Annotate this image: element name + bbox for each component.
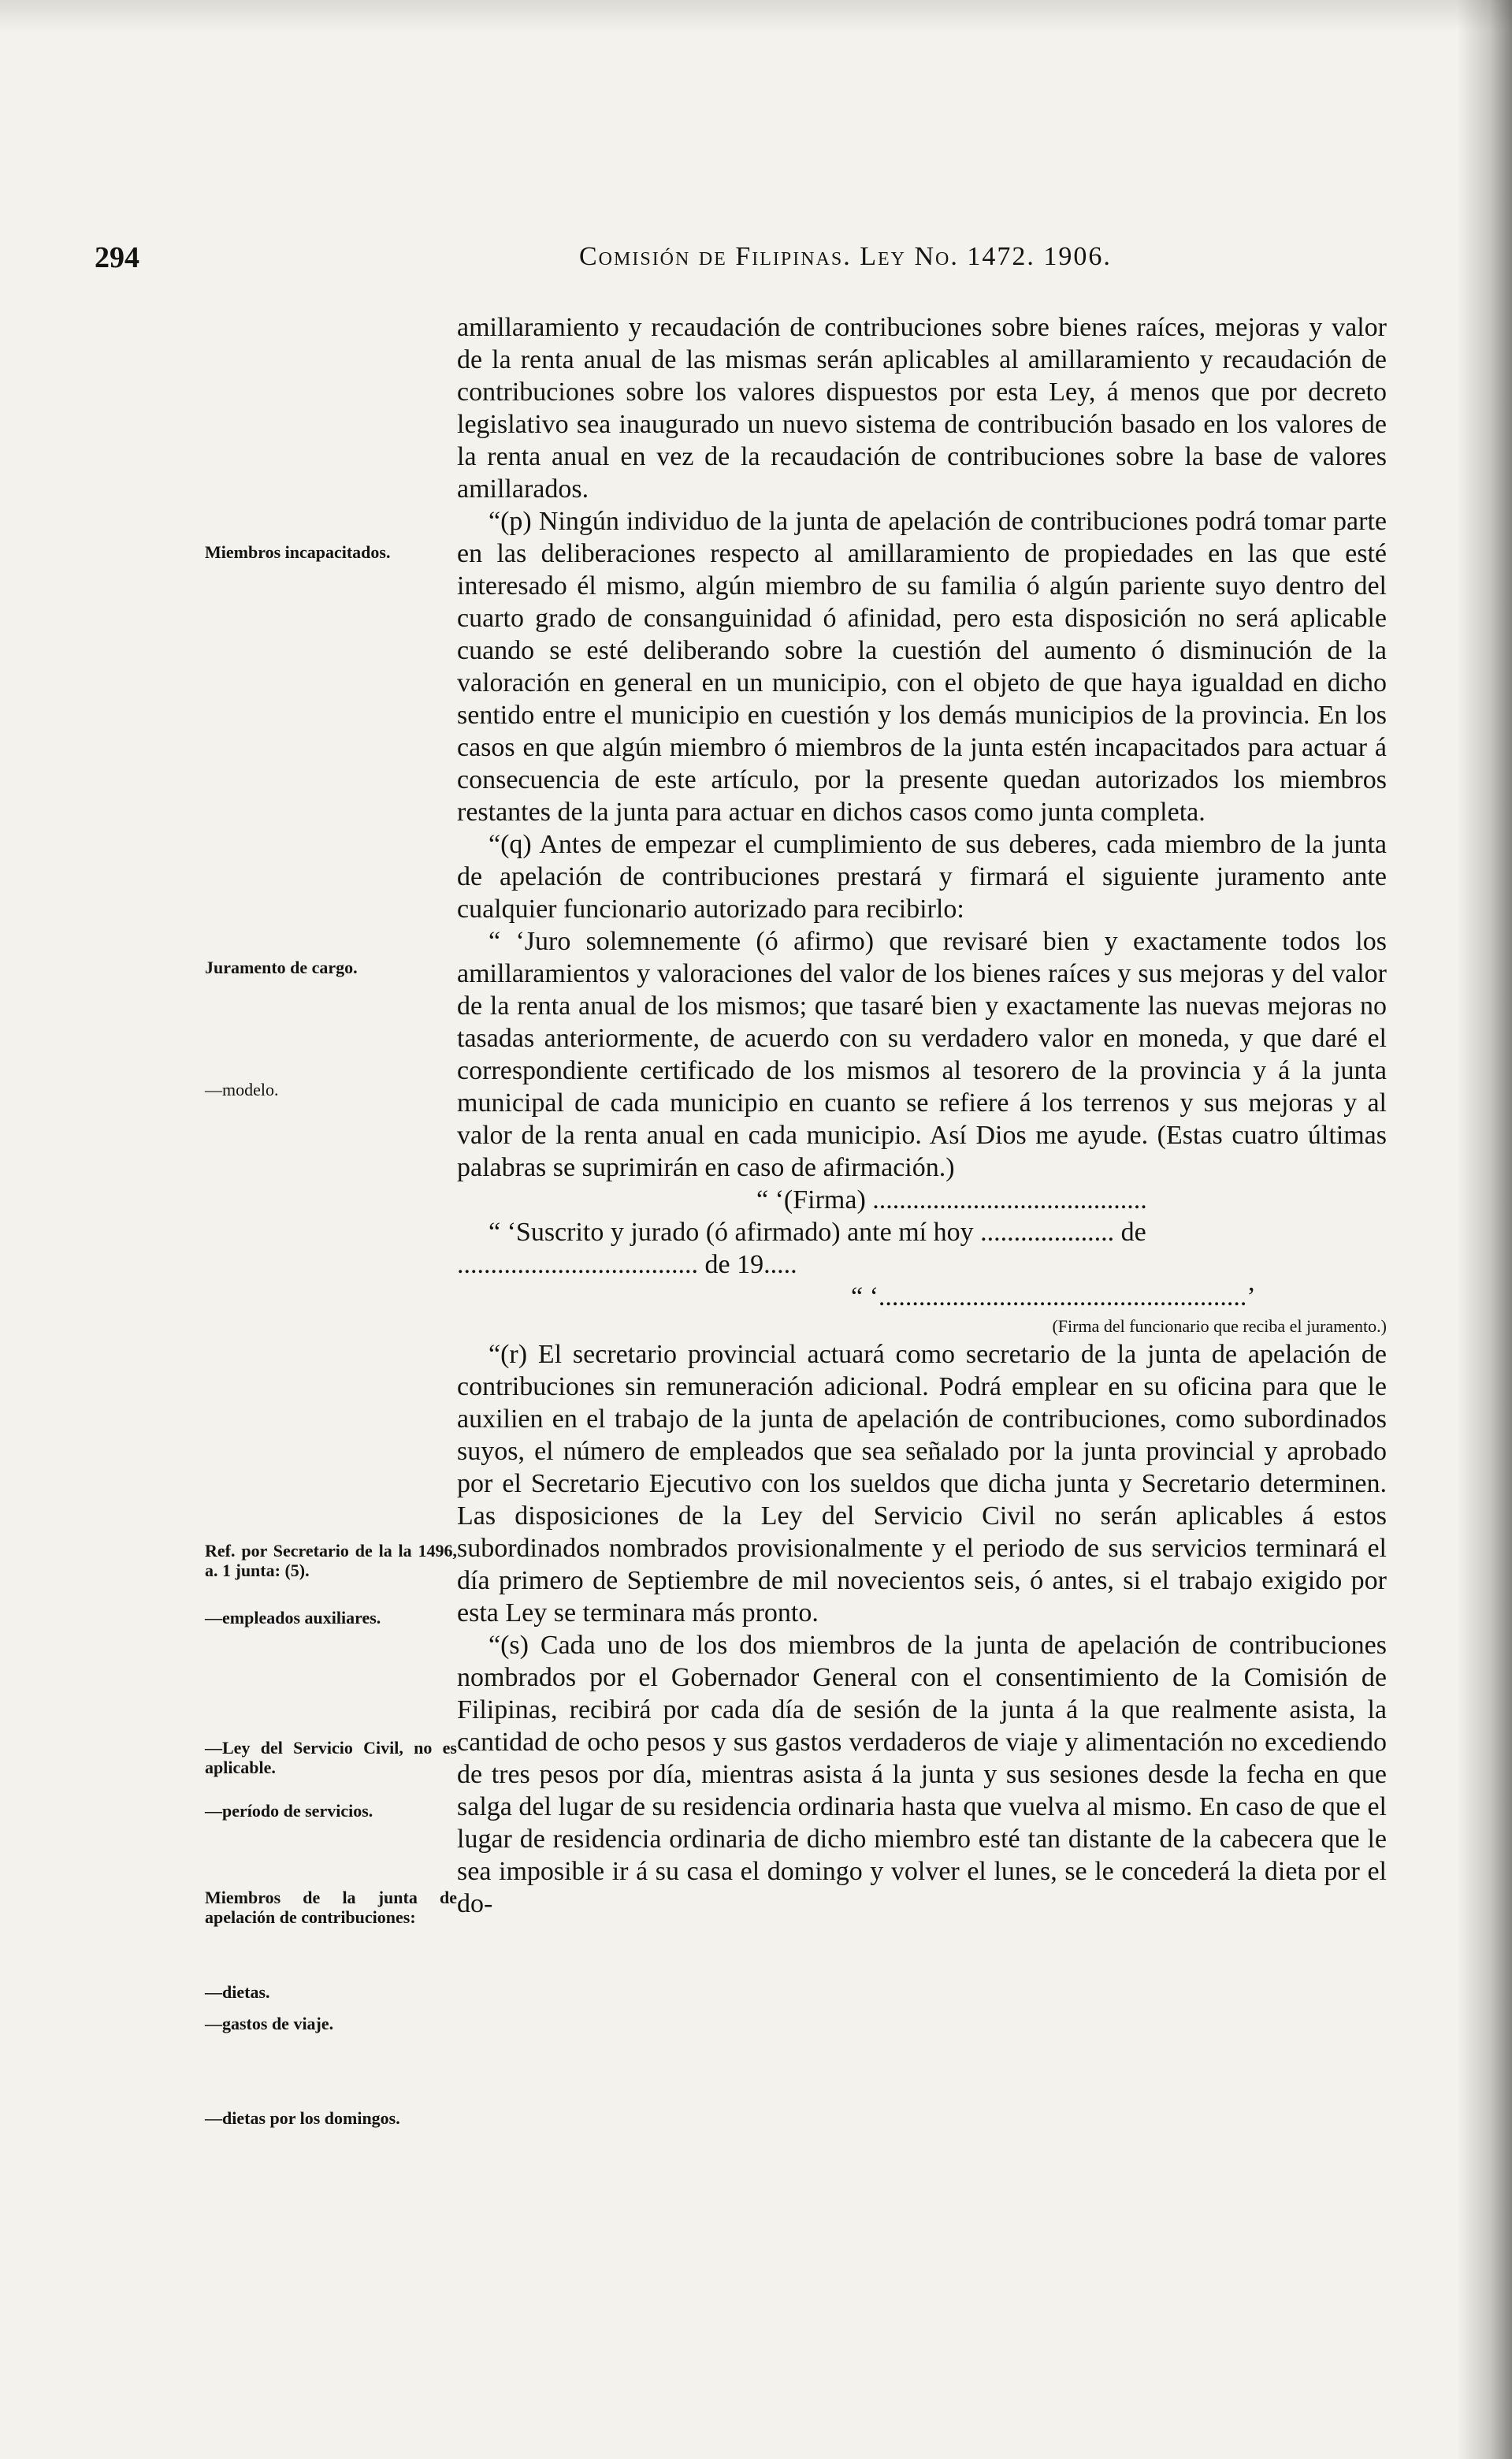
signature-caption: (Firma del funcionario que reciba el juramento.) [1052, 1316, 1387, 1336]
margin-note: —Ley del Servicio Civil, no es aplicable. [205, 1738, 457, 1777]
signature-line: “ ‘(Firma) ......................................... [756, 1185, 1147, 1215]
running-head: Comisión de Filipinas. Ley No. 1472. 1906. [579, 242, 1112, 271]
main-text-column [457, 311, 1387, 1920]
margin-note: Ref. por Secretario de la la 1496, a. 1 junta: (5). [205, 1541, 457, 1580]
sworn-line: “ ‘Suscrito y jurado (ó afirmado) ante mí hoy .................... de [489, 1218, 1146, 1247]
margin-note: Juramento de cargo. [205, 958, 358, 977]
margin-note: —dietas por los domingos. [205, 2108, 400, 2128]
margin-note: —período de servicios. [205, 1801, 373, 1821]
paragraph-p: “(p) Ningún individuo de la junta de apelación de contribuciones podrá tomar parte en las deliberaciones respecto al amillaramiento de propiedades en las que esté interesado él mismo, algún miembro de su familia ó algún pariente suyo dentro del cuarto grado de consanguinidad ó afinidad, pero esta disposición no será aplicable cuando se esté deliberando sobre la cuestión del aumento ó disminución de la valoración en general en un municipio, con el objeto de que haya igualdad en dicho sentido entre el municipio en cuestión y los demás municipios de la provincia. En los casos en que algún miembro ó miembros de la junta estén incapacitados para actuar á consecuencia de este artículo, por la presente quedan autorizados los miembros restantes de la junta para actuar en dichos casos como junta completa. [457, 507, 1387, 827]
paragraph-q: “(q) Antes de empezar el cumplimiento de sus deberes, cada miembro de la junta de apelación de contribuciones prestará y firmará el siguiente juramento ante cualquier funcionario autorizado para recibirlo: [457, 830, 1387, 924]
scan-shadow-right [1457, 0, 1512, 2459]
paragraph-amillaramiento: amillaramiento y recaudación de contribuciones sobre bienes raíces, mejoras y valor de la renta anual de las mismas serán aplicables al amillaramiento y recaudación de contribuciones sobre los valores dispuestos por esta Ley, á menos que por decreto legislativo sea inaugurado un nuevo sistema de contribución basado en los valores de la renta anual en vez de la recaudación de contribuciones sobre la base de valores amillarados. [457, 313, 1387, 504]
paragraph-s: “(s) Cada uno de los dos miembros de la junta de apelación de contribuciones nombrados por el Gobernador General con el consentimiento de la Comisión de Filipinas, recibirá por cada día de sesión de la junta á la que realmente asista, la cantidad de ocho pesos y sus gastos verdaderos de viaje y alimentación no excediendo de tres pesos por día, mientras asista á la junta y sus sesiones desde la fecha en que salga del lugar de su residencia ordinaria hasta que vuelva al mismo. En caso de que el lugar de residencia ordinaria de dicho miembro esté tan distante de la cabecera que le sea imposible ir á su casa el domingo y volver el lunes, se le concederá la dieta por el do- [457, 1631, 1387, 1918]
scan-shadow-top [0, 0, 1512, 32]
date-line: .................................... de 19..... [457, 1250, 797, 1279]
margin-note: —gastos de viaje. [205, 2014, 334, 2033]
margin-note: —empleados auxiliares. [205, 1608, 381, 1628]
margin-note: —dietas. [205, 1982, 270, 2002]
page-number: 294 [95, 241, 139, 274]
margin-note: —modelo. [205, 1080, 279, 1099]
margin-note: Miembros incapacitados. [205, 542, 391, 562]
paragraph-r: “(r) El secretario provincial actuará como secretario de la junta de apelación de contribuciones sin remuneración adicional. Podrá emplear en su oficina para que le auxilien en el trabajo de la junta de apelación de contribuciones, como subordinados suyos, el número de empleados que sea señalado por la junta provincial y aprobado por el Secretario Ejecutivo con los sueldos que dicha junta y Secretario determinen. Las disposiciones de la Ley del Servicio Civil no serán aplicables á estos subordinados nombrados provisionalmente y el periodo de sus servicios terminará el día primero de Septiembre de mil novecientos seis, ó antes, si el trabajo exigido por esta Ley se terminara más pronto. [457, 1340, 1387, 1628]
paragraph-oath: “ ‘Juro solemnemente (ó afirmo) que revisaré bien y exactamente todos los amillaramientos y valoraciones del valor de los bienes raíces y sus mejoras y del valor de la renta anual de los mismos; que tasaré bien y exactamente las nuevas mejoras no tasadas anteriormente, de acuerdo con su verdadero valor en moneda, y que daré el correspondiente certificado de los mismos al tesorero de la provincia y á la junta municipal de cada municipio en cuanto se refiere á los terrenos y sus mejoras y al valor de la renta anual en cada municipio. Así Dios me ayude. (Estas cuatro últimas palabras se suprimirán en caso de afirmación.) [457, 927, 1387, 1182]
margin-note: Miembros de la junta de apelación de contribuciones: [205, 1888, 457, 1927]
official-signature-line: “ ‘.......................................................’ [851, 1282, 1256, 1311]
page-header [95, 240, 1387, 288]
